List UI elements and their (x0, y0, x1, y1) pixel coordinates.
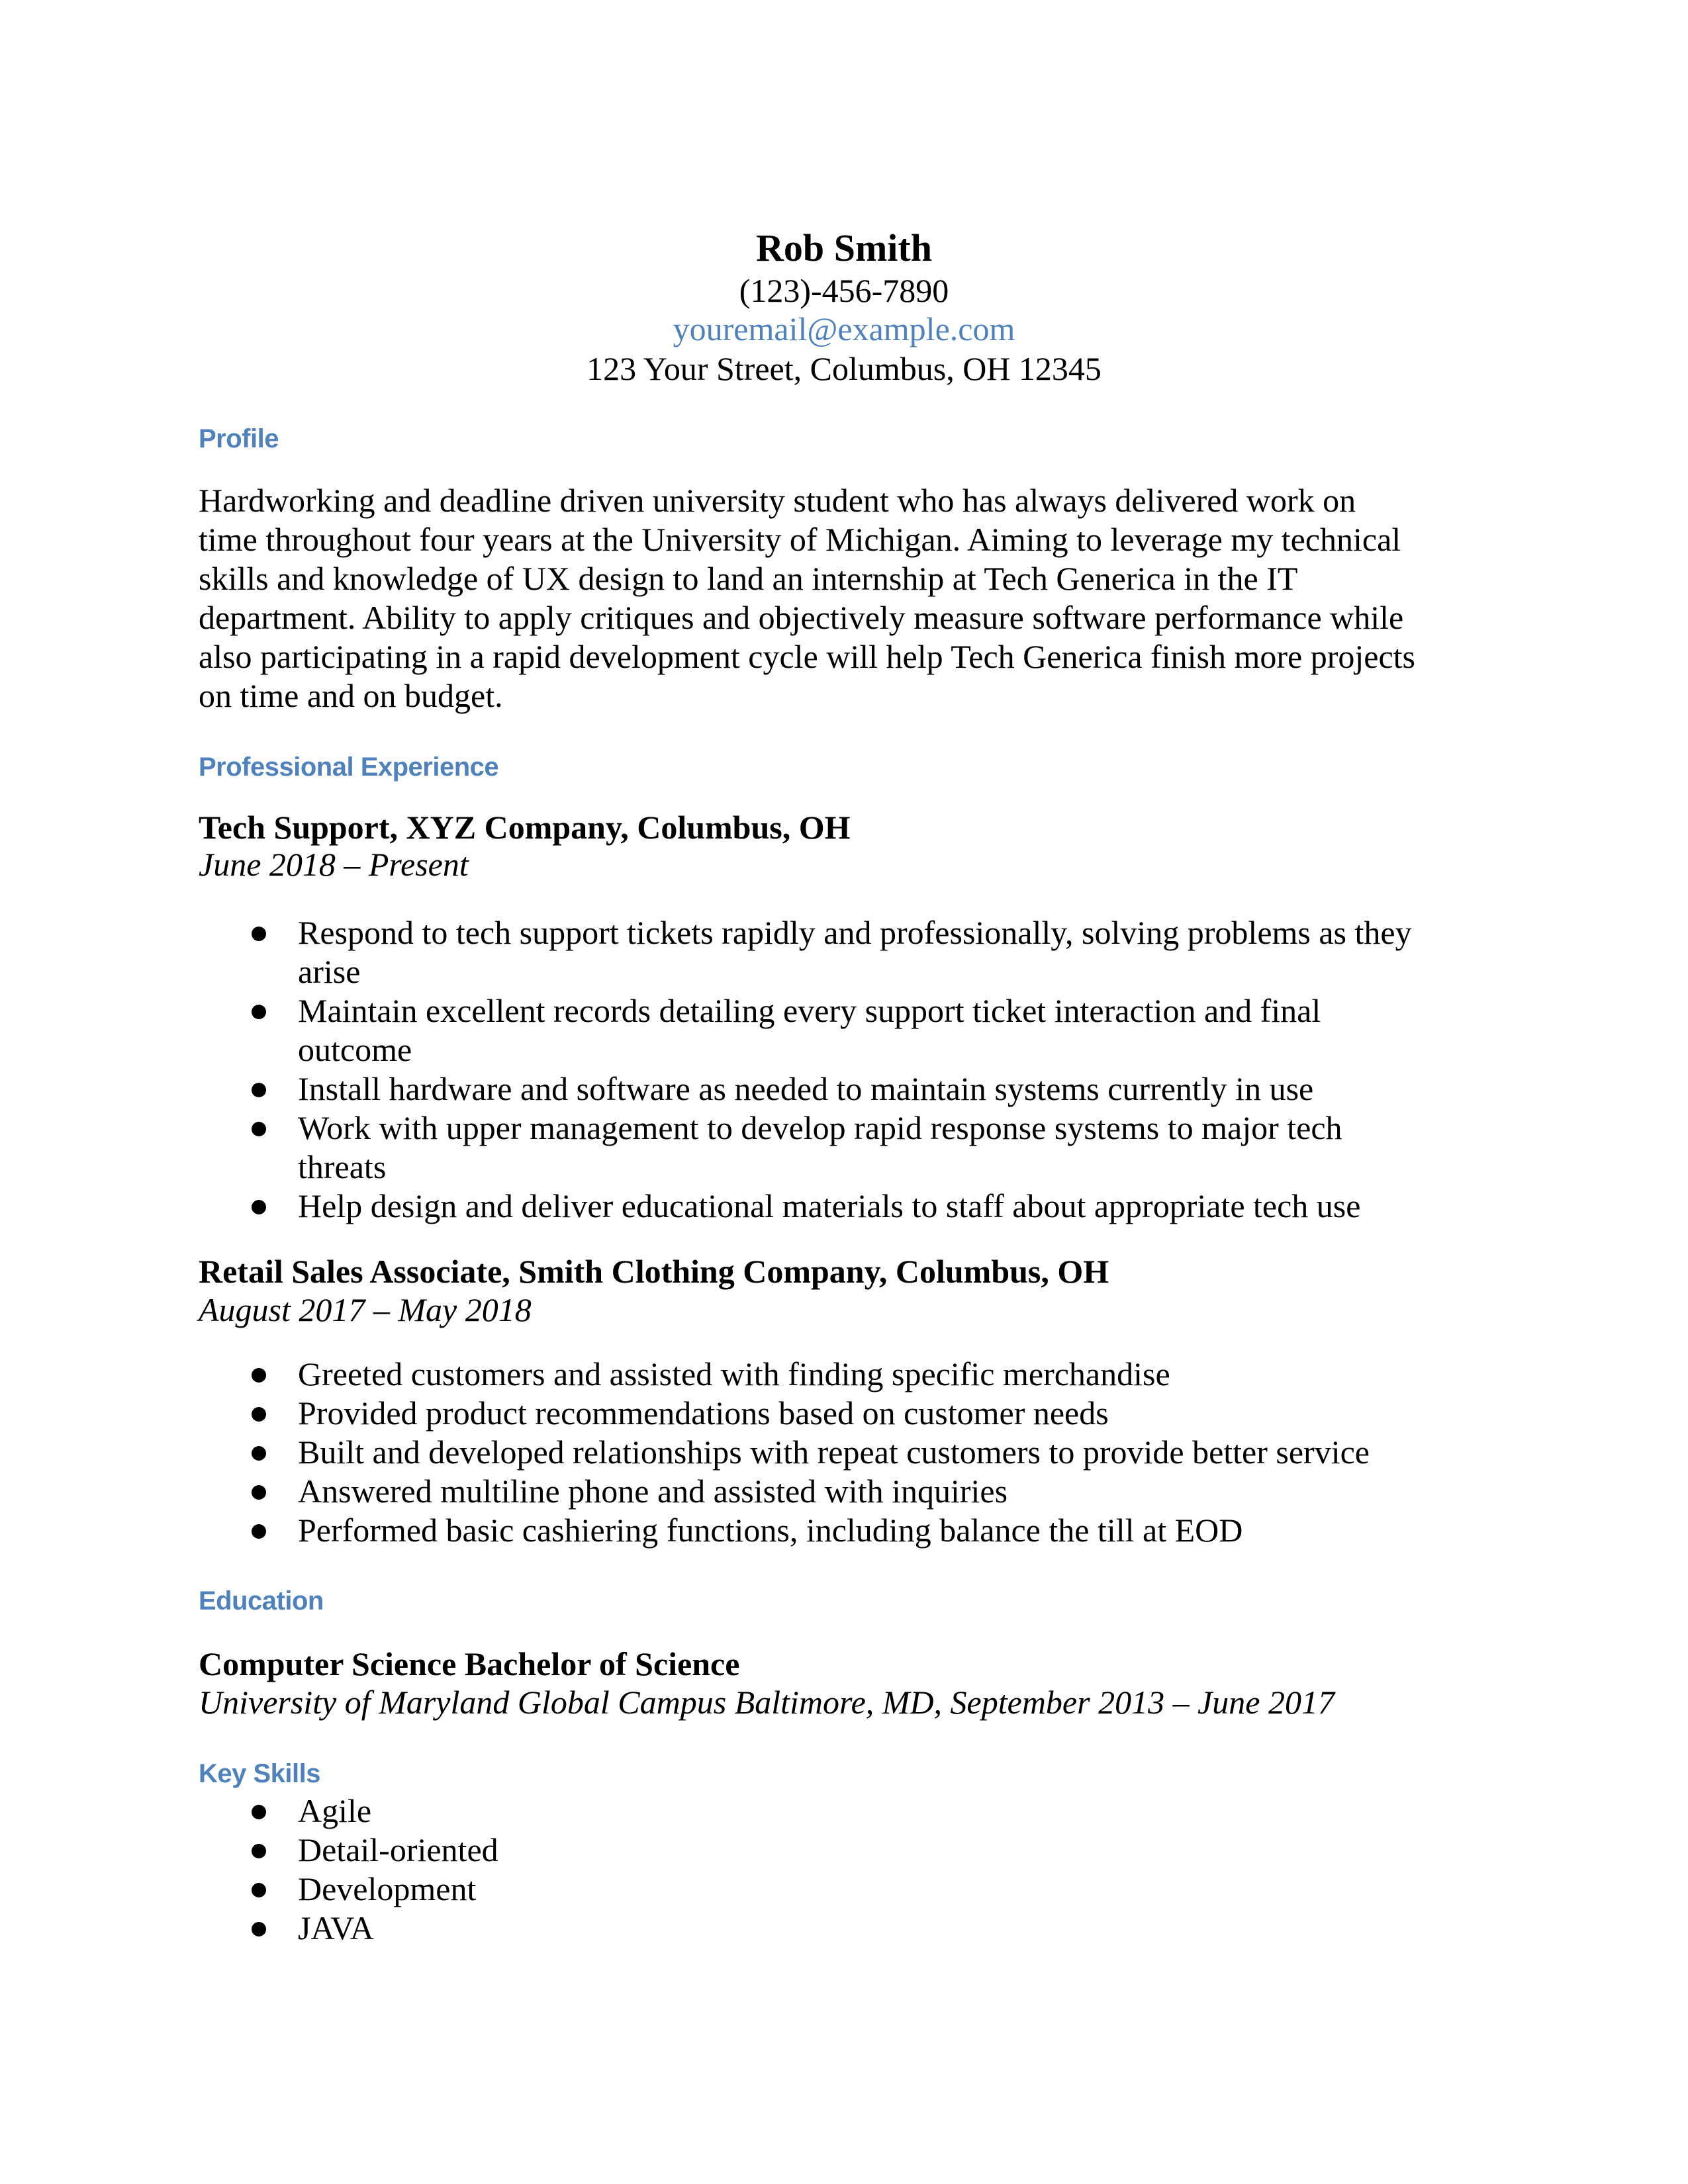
bullet-text: Built and developed relationships with repeat customers to provide better service (298, 1433, 1370, 1471)
bullet-icon (252, 1805, 266, 1819)
bullet-text: Greeted customers and assisted with finding specific merchandise (298, 1355, 1170, 1392)
bullet-icon (252, 1446, 266, 1461)
bullet-text: Performed basic cashiering functions, including balance the till at EOD (298, 1512, 1243, 1549)
section-heading-education: Education (199, 1586, 324, 1615)
bullet-icon (252, 1883, 266, 1897)
bullet-text: outcome (298, 1031, 412, 1068)
job-dates: August 2017 – May 2018 (199, 1291, 532, 1328)
skill-text: JAVA (298, 1909, 374, 1946)
bullet-text: Respond to tech support tickets rapidly and professionally, solving problems as they (298, 914, 1412, 951)
bullet-icon (252, 1407, 266, 1422)
bullet-text: Answered multiline phone and assisted with inquiries (298, 1473, 1008, 1510)
profile-line: on time and on budget. (199, 677, 503, 714)
section-heading-skills: Key Skills (199, 1759, 321, 1788)
profile-line: Hardworking and deadline driven university student who has always delivered work on (199, 482, 1356, 519)
bullet-icon (252, 1122, 266, 1136)
bullet-icon (252, 1524, 266, 1539)
degree-title: Computer Science Bachelor of Science (199, 1645, 740, 1682)
bullet-icon (252, 1005, 266, 1019)
bullet-text: Work with upper management to develop rapid response systems to major tech (298, 1109, 1342, 1146)
bullet-icon (252, 1922, 266, 1936)
profile-line: skills and knowledge of UX design to land an internship at Tech Generica in the IT (199, 560, 1298, 597)
bullet-icon (252, 927, 266, 941)
bullet-icon (252, 1368, 266, 1383)
bullet-text: arise (298, 953, 361, 990)
bullet-icon (252, 1844, 266, 1858)
street-address: 123 Your Street, Columbus, OH 12345 (586, 350, 1102, 387)
bullet-text: threats (298, 1148, 387, 1185)
bullet-text: Install hardware and software as needed to maintain systems currently in use (298, 1070, 1314, 1107)
skill-text: Development (298, 1870, 477, 1907)
section-heading-profile: Profile (199, 424, 279, 453)
bullet-text: Maintain excellent records detailing every support ticket interaction and final (298, 992, 1321, 1029)
section-heading-experience: Professional Experience (199, 752, 499, 782)
bullet-icon (252, 1485, 266, 1500)
job-title: Retail Sales Associate, Smith Clothing Company, Columbus, OH (199, 1253, 1109, 1290)
school-details: University of Maryland Global Campus Baltimore, MD, September 2013 – June 2017 (199, 1684, 1335, 1721)
phone-number: (123)-456-7890 (739, 272, 949, 309)
job-dates: June 2018 – Present (199, 846, 469, 883)
email-link[interactable]: youremail@example.com (673, 310, 1015, 347)
skill-text: Detail-oriented (298, 1831, 498, 1868)
job-title: Tech Support, XYZ Company, Columbus, OH (199, 809, 851, 846)
bullet-icon (252, 1083, 266, 1097)
profile-line: department. Ability to apply critiques and objectively measure software performance while (199, 599, 1404, 636)
bullet-icon (252, 1200, 266, 1214)
profile-line: also participating in a rapid development cycle will help Tech Generica finish more projects (199, 638, 1415, 675)
skill-text: Agile (298, 1792, 372, 1829)
candidate-name: Rob Smith (756, 226, 932, 269)
bullet-text: Help design and deliver educational materials to staff about appropriate tech use (298, 1187, 1361, 1224)
bullet-text: Provided product recommendations based on customer needs (298, 1394, 1109, 1432)
profile-line: time throughout four years at the University of Michigan. Aiming to leverage my technical (199, 521, 1401, 558)
